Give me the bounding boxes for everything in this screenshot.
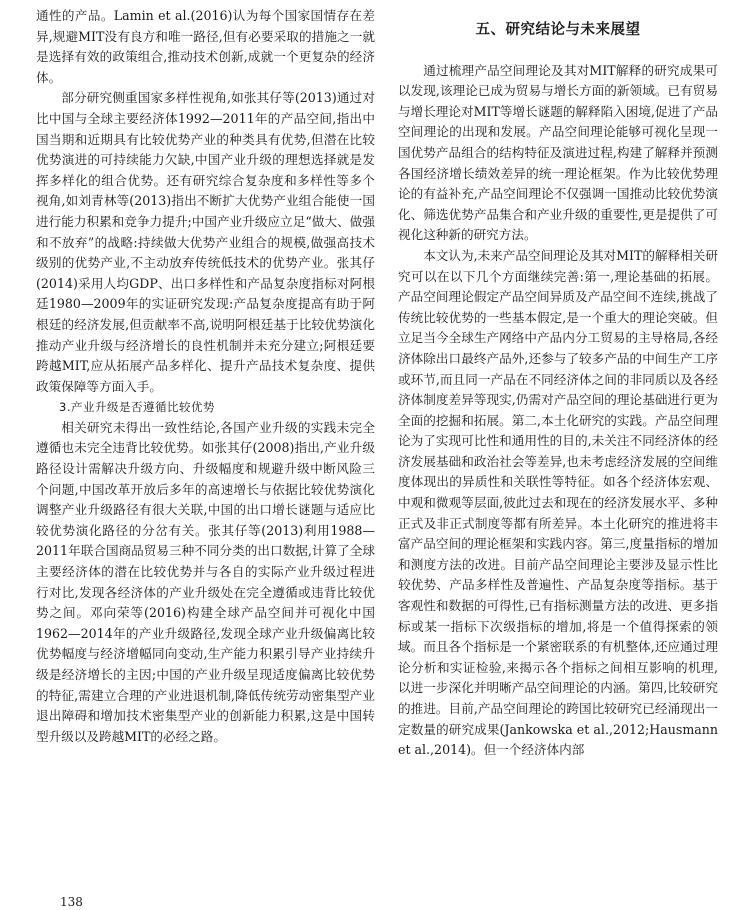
page-number: 138 <box>60 895 83 909</box>
section-heading: 五、研究结论与未来展望 <box>475 22 641 38</box>
paragraph: 通性的产品。Lamin et al.(2016)认为每个国家国情存在差异,规避MIT没有良方和唯一路径,但有必要采取的措施之一就是选择有效的政策组合,推动技术创新,成就一个更复杂的经济体。 <box>36 8 375 85</box>
paragraph: 本文认为,未来产品空间理论及其对MIT的解释相关研究可以在以下几个方面继续完善:第一,理论基础的拓展。产品空间理论假定产品空间异质及产品空间不连续,挑战了传统比较优势的一些基本假定,是一个重大的理论突破。但立足当今全球生产网络中产品内分工贸易的主导格局,各经济体除出口最终产品外,还参与了较多产品的中间生产工序或环节,而且同一产品在不同经济体之间的非同质以及各经济体制度差异等现实,仍需对产品空间的理论基础进行更为全面的挖掘和拓展。第二,本土化研究的实践。产品空间理论为了实现可比性和通用性的目的,未关注不同经济体的经济发展基础和政治社会等差异,也未考虑经济发展的空间维度体现出的异质性和关联性等特征。如各个经济体宏观、中观和微观等层面,彼此过去和现在的经济发展水平、多种正式及非正式制度等都有所差异。本土化研究的推进将丰富产品空间的理论框架和实践内容。第三,度量指标的增加和测度方法的改进。目前产品空间理论主要涉及显示性比较优势、产品多样性及普遍性、产品复杂度等指标。基于客观性和数据的可得性,已有指标测量方法的改进、更多指标或某一指标下次级指标的增加,将是一个值得探索的领域。而且各个指标是一个紧密联系的有机整体,还应通过理论分析和实证检验,来揭示各个指标之间相互影响的机理,以进一步深化并明晰产品空间理论的内涵。第四,比较研究的推进。目前,产品空间理论的跨国比较研究已经涌现出一定数量的研究成果(Jankowska et al.,2012;Hausmann et al.,2014)。但一个经济体内部 <box>398 247 718 758</box>
paragraph: 相关研究未得出一致性结论,各国产业升级的实践未完全遵循也未完全违背比较优势。如张其仔(2008)指出,产业升级路径设计需解决升级方向、升级幅度和规避升级中断风险三个问题,中国改革开放后多年的高速增长与依据比较优势演化调整产业升级路径有很大关联,中国的出口增长谜题与适应比较优势演化路径的分岔有关。张其仔等(2013)利用1988—2011年联合国商品贸易三种不同分类的出口数据,计算了全球主要经济体的潜在比较优势并与各自的实际产业升级过程进行对比,发现各经济体的产业升级处在完全遵循或违背比较优势之间。邓向荣等(2016)构建全球产品空间并可视化中国1962—2014年的产业升级路径,发现全球产业升级偏离比较优势幅度与经济增幅同向变动,生产能力积累引导产业持续升级是经济增长的主因;中国的产业升级呈现适度偏离比较优势的特征,需建立合理的产业进退机制,降低传统劳动密集型产业退出障碍和增加技术密集型产业的创新能力积累,这是中国转型升级以及跨越MIT的必经之路。 <box>36 419 375 744</box>
left-column <box>36 6 375 747</box>
paragraph: 通过梳理产品空间理论及其对MIT解释的研究成果可以发现,该理论已成为贸易与增长方面的新领域。已有贸易与增长理论对MIT等增长谜题的解释陷入困境,促进了产品空间理论的出现和发展。产品空间理论能够可视化呈现一国优势产品组合的结构特征及演进过程,构建了解释并预测各国经济增长绩效差异的统一理论框架。作为比较优势理论的有益补充,产品空间理论不仅强调一国推动比较优势演化、筛选优势产品集合和产业升级的重要性,更是提供了可视化这种新的研究方法。 <box>398 62 718 243</box>
paragraph: 部分研究侧重国家多样性视角,如张其仔等(2013)通过对比中国与全球主要经济体1992—2011年的产品空间,指出中国当期和近期具有比较优势产业的种类具有优势,但潜在比较优势演进的可持续能力欠缺,中国产业升级的理想选择就是发挥多样化的组合优势。还有研究综合复杂度和多样性等多个视角,如刘青林等(2013)指出不断扩大优势产业组合能使一国进行能力积累和竞争力提升;中国产业升级应立足“做大、做强和不放弃”的战略:持续做大优势产业组合的规模,做强高技术级别的优势产业,不主动放弃传统低技术的优势产业。张其仔(2014)采用人均GDP、出口多样性和产品复杂度指标对阿根廷1980—2009年的实证研究发现:产品复杂度提高有助于阿根廷的经济发展,但贡献率不高,说明阿根廷基于比较优势演化推动产业升级与经济增长的良性机制并未充分建立;阿根廷要跨越MIT,应从拓展产品多样化、提升产品技术复杂度、提供政策保障等方面入手。 <box>36 90 375 394</box>
right-column <box>398 6 718 761</box>
subsection-heading: 3.产业升级是否遵循比较优势 <box>59 400 215 415</box>
